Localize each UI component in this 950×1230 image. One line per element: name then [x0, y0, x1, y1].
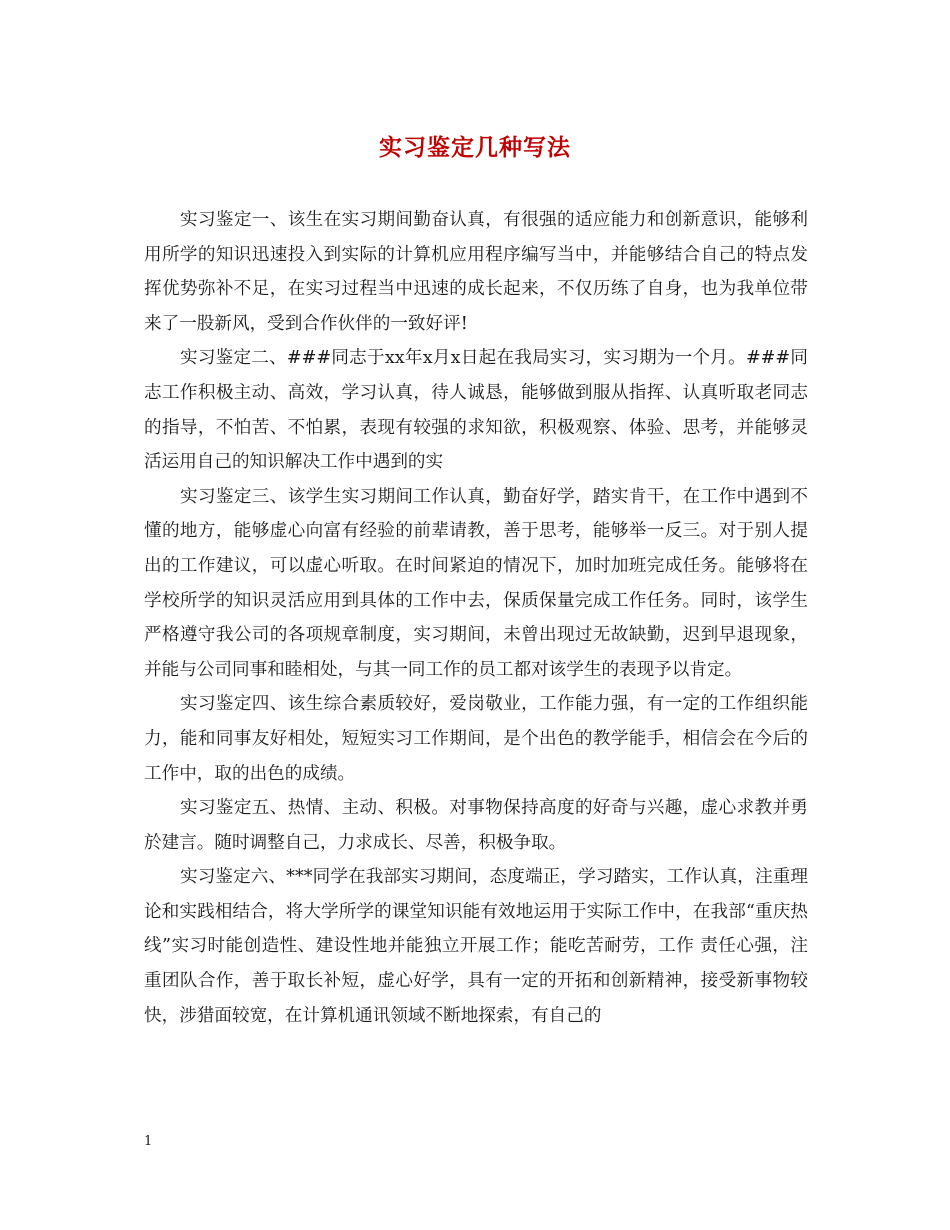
page-number: 1 [144, 1134, 153, 1149]
paragraph: 实习鉴定二、###同志于xx年x月x日起在我局实习，实习期为一个月。###同志工作积极主动、高效，学习认真，待人诚恳，能够做到服从指挥、认真听取老同志的指导，不怕苦、不怕累，表现有较强的求知欲，积极观察、体验、思考，并能够灵活运用自己的知识解决工作中遇到的实 [144, 348, 808, 473]
document-body [144, 203, 808, 1033]
paragraph: 实习鉴定一、该生在实习期间勤奋认真，有很强的适应能力和创新意识，能够利用所学的知识迅速投入到实际的计算机应用程序编写当中，并能够结合自己的特点发挥优势弥补不足，在实习过程当中迅速的成长起来，不仅历练了自身，也为我单位带来了一股新风，受到合作伙伴的一致好评! [144, 210, 808, 334]
document-title: 实习鉴定几种写法 [379, 134, 571, 161]
paragraph: 实习鉴定五、热情、主动、积极。对事物保持高度的好奇与兴趣，虚心求教并勇於建言。随时调整自己，力求成长、尽善，积极争取。 [144, 798, 808, 853]
paragraph: 实习鉴定四、该生综合素质较好，爱岗敬业，工作能力强，有一定的工作组织能力，能和同事友好相处，短短实习工作期间，是个出色的教学能手，相信会在今后的工作中，取的出色的成绩。 [144, 694, 808, 784]
paragraph: 实习鉴定三、该学生实习期间工作认真，勤奋好学，踏实肯干，在工作中遇到不懂的地方，能够虚心向富有经验的前辈请教，善于思考，能够举一反三。对于别人提出的工作建议，可以虚心听取。在时间紧迫的情况下，加时加班完成任务。能够将在学校所学的知识灵活应用到具体的工作中去，保质保量完成工作任务。同时，该学生严格遵守我公司的各项规章制度，实习期间，未曾出现过无故缺勤，迟到早退现象，并能与公司同事和睦相处，与其一同工作的员工都对该学生的表现予以肯定。 [144, 486, 808, 680]
paragraph: 实习鉴定六、***同学在我部实习期间，态度端正，学习踏实，工作认真，注重理论和实践相结合，将大学所学的课堂知识能有效地运用于实际工作中，在我部“重庆热线”实习时能创造性、建设性地并能独立开展工作；能吃苦耐劳，工作 责任心强，注重团队合作，善于取长补短，虚心好学，具有一定的开拓和创新精神，接受新事物较快，涉猎面较宽，在计算机通讯领域不断地探索，有自己的 [144, 867, 808, 1026]
